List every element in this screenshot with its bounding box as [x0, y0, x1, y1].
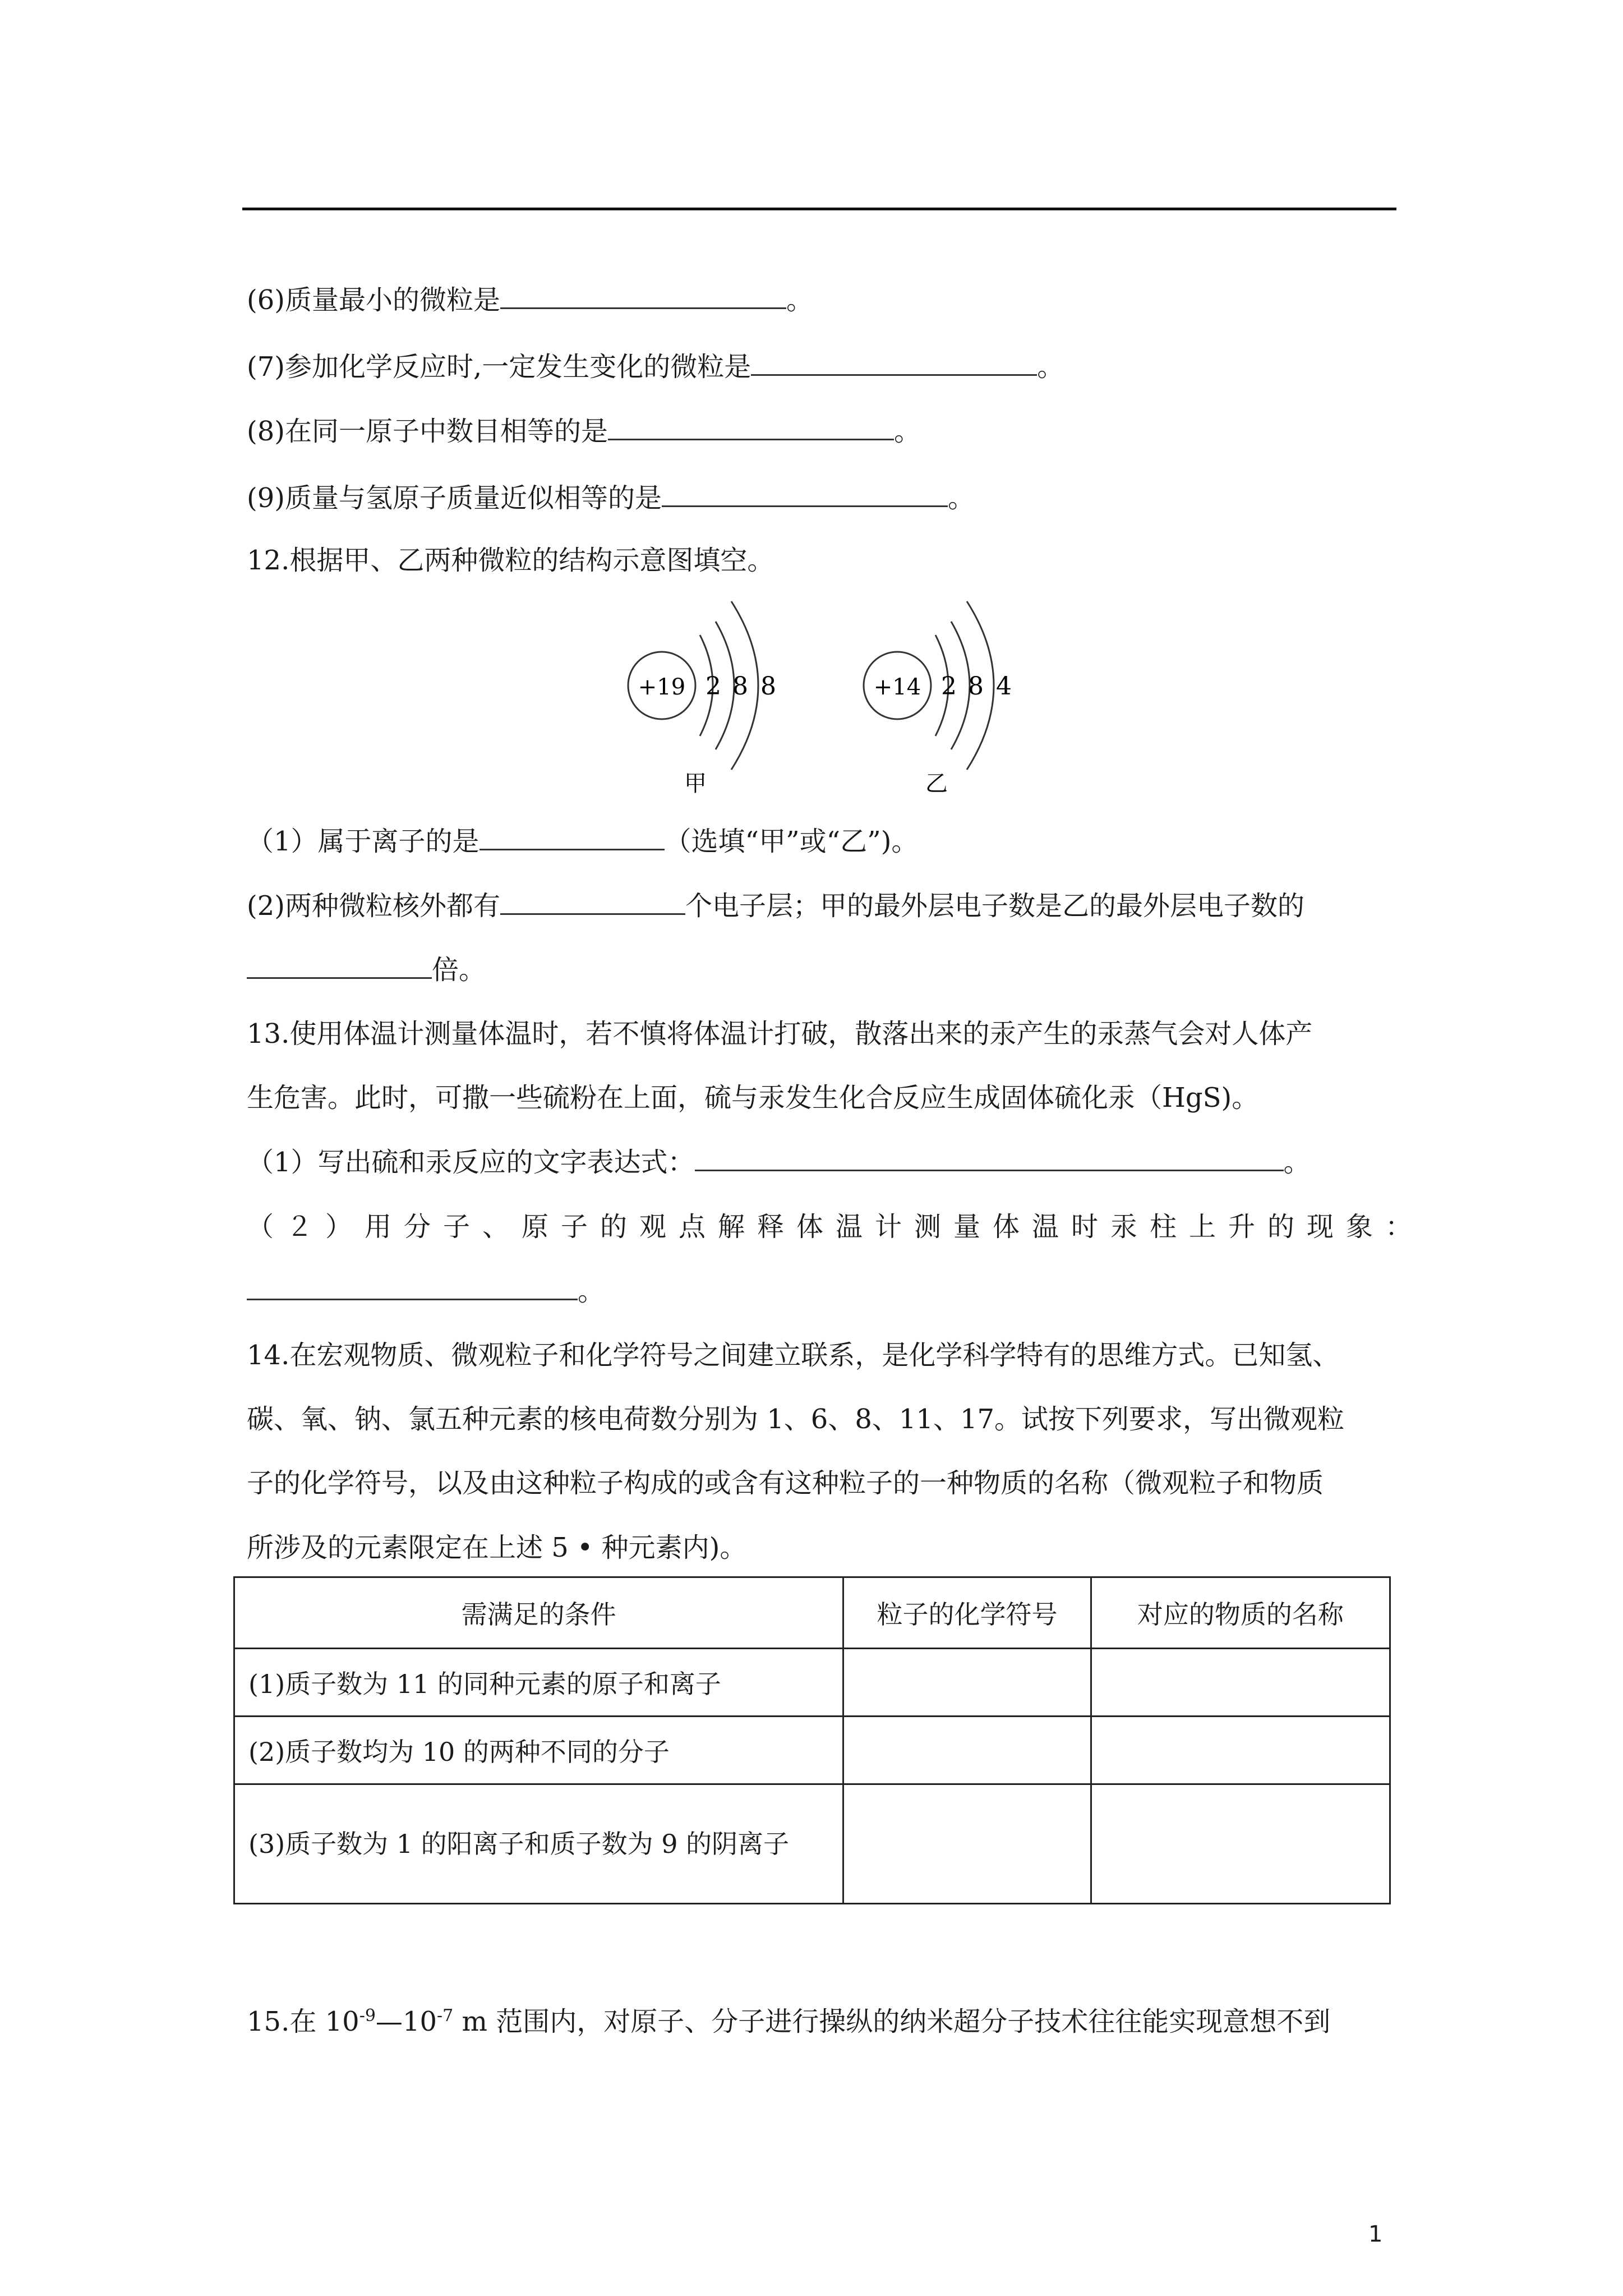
answer-blank[interactable] — [751, 349, 1037, 376]
shell-electron-count: 2 — [941, 672, 957, 701]
q11-item7: (7)参加化学反应时,一定发生变化的微粒是 。 — [247, 349, 1064, 385]
q13-line1: 13.使用体温计测量体温时，若不慎将体温计打破，散落出来的汞产生的汞蒸气会对人体产 — [247, 1018, 1313, 1050]
substance-answer-cell[interactable] — [1091, 1784, 1390, 1904]
condition-cell: (2)质子数均为 10 的两种不同的分子 — [234, 1717, 843, 1784]
shell-electron-count: 4 — [996, 672, 1012, 701]
nucleus-charge-yi: +14 — [873, 674, 921, 700]
condition-cell: (1)质子数为 11 的同种元素的原子和离子 — [234, 1649, 843, 1717]
q14-line4: 所涉及的元素限定在上述 5 • 种元素内)。 — [247, 1532, 747, 1563]
q13-sub2: （２）用分子、原子的观点解释体温计测量体温时汞柱上升的现象： — [247, 1211, 1425, 1243]
answer-blank[interactable] — [479, 824, 665, 850]
page-number: 1 — [1368, 2221, 1383, 2247]
particle-jia-diagram — [628, 601, 776, 797]
symbol-answer-cell[interactable] — [843, 1784, 1091, 1904]
q13-line2: 生危害。此时，可撒一些硫粉在上面，硫与汞发生化合反应生成固体硫化汞（HgS)。 — [247, 1082, 1259, 1114]
substance-answer-cell[interactable] — [1091, 1649, 1390, 1717]
particle-label-yi: 乙 — [925, 771, 948, 797]
table-header: 粒子的化学符号 — [843, 1577, 1091, 1649]
table-row — [234, 1784, 1390, 1904]
condition-cell: (3)质子数为 1 的阳离子和质子数为 9 的阴离子 — [234, 1784, 843, 1904]
q11-item8: (8)在同一原子中数目相等的是 。 — [247, 413, 921, 449]
table-header: 对应的物质的名称 — [1091, 1577, 1390, 1649]
shell-electron-count: 8 — [760, 672, 776, 701]
shell-electron-count: 8 — [732, 672, 748, 701]
answer-blank[interactable] — [662, 481, 948, 507]
shell-electron-count: 2 — [706, 672, 721, 701]
table-row — [234, 1649, 1390, 1717]
q11-item9: (9)质量与氢原子质量近似相等的是 。 — [247, 480, 975, 516]
atomic-structure-diagram — [606, 589, 1077, 802]
q12-sub1: （1）属于离子的是 （选填“甲”或“乙”)。 — [247, 823, 918, 859]
q14-answer-table — [233, 1576, 1391, 1904]
q13-sub1: （1）写出硫和汞反应的文字表达式： 。 — [247, 1144, 1311, 1180]
shell-electron-count: 8 — [968, 672, 984, 701]
table-row — [234, 1717, 1390, 1784]
answer-blank[interactable] — [247, 953, 432, 979]
q15-line1: 15.在 $10^{-9}—10^{-7}$ m 范围内，对原子、分子进行操纵的纳米超分子技术往往能实现意想不到 — [247, 2006, 1331, 2037]
q14-line1: 14.在宏观物质、微观粒子和化学符号之间建立联系，是化学科学特有的思维方式。已知氢、 — [247, 1340, 1340, 1371]
q11-item6: (6)质量最小的微粒是 。 — [247, 282, 813, 318]
symbol-answer-cell[interactable] — [843, 1649, 1091, 1717]
table-header: 需满足的条件 — [234, 1577, 843, 1649]
q12-title: 12.根据甲、乙两种微粒的结构示意图填空。 — [247, 545, 774, 576]
nucleus-charge-jia: +19 — [638, 674, 686, 700]
q12-sub2: (2)两种微粒核外都有 个电子层；甲的最外层电子数是乙的最外层电子数的 — [247, 888, 1304, 924]
substance-answer-cell[interactable] — [1091, 1717, 1390, 1784]
particle-yi-diagram — [864, 601, 1012, 797]
q13-sub2-cont: 。 — [247, 1273, 605, 1309]
answer-blank[interactable] — [500, 283, 786, 309]
q14-line3: 子的化学符号，以及由这种粒子构成的或含有这种粒子的一种物质的名称（微观粒子和物质 — [247, 1467, 1324, 1499]
particle-label-jia: 甲 — [684, 771, 707, 797]
symbol-answer-cell[interactable] — [843, 1717, 1091, 1784]
header-rule — [242, 208, 1396, 210]
answer-blank[interactable] — [500, 889, 685, 915]
answer-blank[interactable] — [608, 414, 894, 440]
q12-sub2-cont: 倍。 — [247, 952, 486, 988]
table-header-row — [234, 1577, 1390, 1649]
answer-blank[interactable] — [695, 1145, 1284, 1171]
answer-blank[interactable] — [247, 1274, 578, 1300]
q14-line2: 碳、氧、钠、氯五种元素的核电荷数分别为 1、6、8、11、17。试按下列要求，写出微观粒 — [247, 1404, 1345, 1435]
